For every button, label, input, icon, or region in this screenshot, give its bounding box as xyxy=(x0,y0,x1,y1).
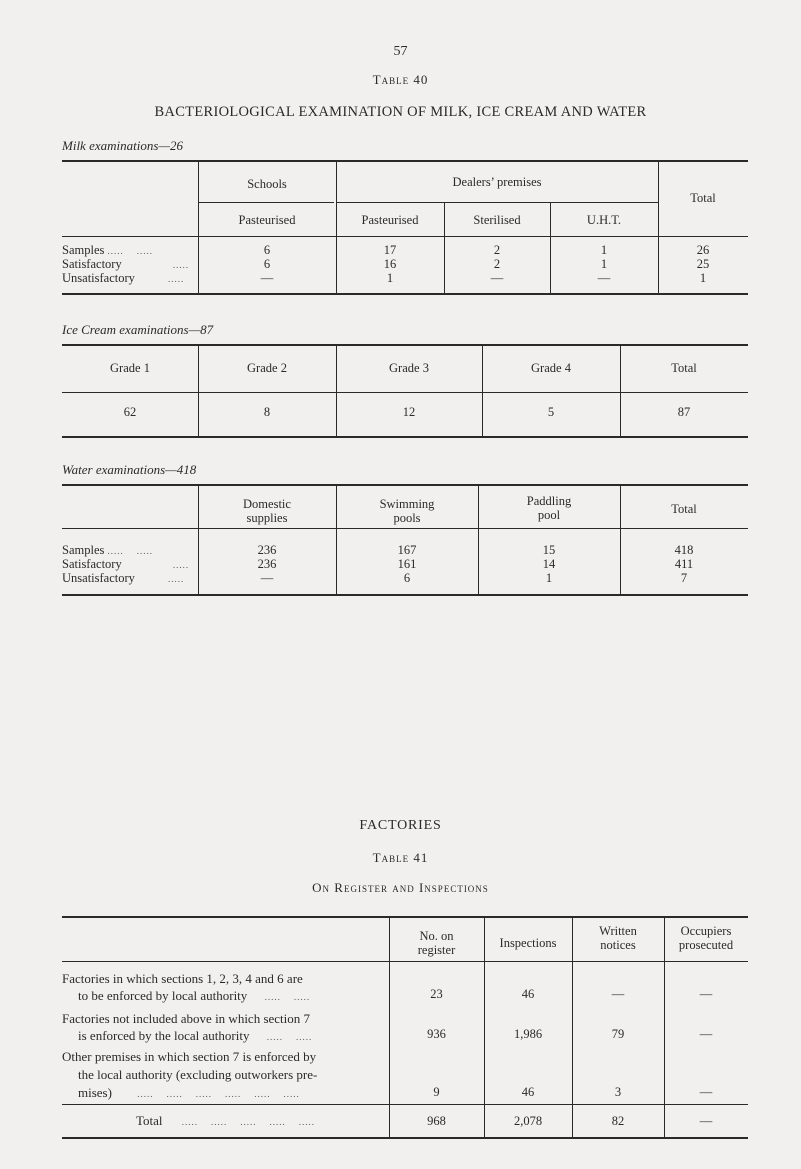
icecream-value-total: 87 xyxy=(677,405,691,419)
water-section-label: Water examinations—418 xyxy=(62,462,197,477)
table-41-caption: Table 41 xyxy=(372,850,429,865)
milk-row-label: Satisfactory ..... xyxy=(62,257,190,271)
water-row-label: Unsatisfactory ..... xyxy=(62,571,185,585)
water-cell: 236 xyxy=(257,557,277,571)
water-cell: 7 xyxy=(680,571,688,585)
factories-header-prosecuted: Occupiers prosecuted xyxy=(678,924,734,952)
water-row-label: Samples ..... ..... xyxy=(62,543,153,557)
page-number: 57 xyxy=(393,44,408,59)
icecream-header-total: Total xyxy=(671,361,697,375)
milk-cell: 2 xyxy=(493,257,501,271)
milk-row-label: Samples ..... ..... xyxy=(62,243,153,257)
milk-header-schools-pasteurised: Pasteurised xyxy=(238,213,296,227)
water-cell: — xyxy=(260,571,274,585)
factories-cell: — xyxy=(611,987,625,1001)
milk-header-total: Total xyxy=(690,191,716,205)
water-cell: 411 xyxy=(674,557,694,571)
table-40-title: BACTERIOLOGICAL EXAMINATION OF MILK, ICE CREAM AND WATER xyxy=(154,104,647,120)
milk-cell: 1 xyxy=(386,271,394,285)
factories-cell: 46 xyxy=(521,987,535,1001)
factories-row-label: Other premises in which section 7 is enforced by the local authority (excluding outworkers pre- mises) ..... ..... ..... ..... ..... ..... xyxy=(62,1049,318,1100)
factories-cell: 46 xyxy=(521,1085,535,1099)
water-cell: 161 xyxy=(397,557,417,571)
icecream-value-grade-4: 5 xyxy=(547,405,555,419)
water-header-paddling: Paddling pool xyxy=(526,494,572,522)
table-41-subtitle: On Register and Inspections xyxy=(312,880,489,895)
water-cell: 1 xyxy=(545,571,553,585)
factories-header-inspections: Inspections xyxy=(499,936,557,950)
water-cell: 15 xyxy=(542,543,556,557)
factories-cell: 3 xyxy=(614,1085,622,1099)
milk-cell: 17 xyxy=(383,243,397,257)
icecream-value-grade-2: 8 xyxy=(263,405,271,419)
milk-cell: 2 xyxy=(493,243,501,257)
water-cell: 167 xyxy=(397,543,417,557)
icecream-value-grade-1: 62 xyxy=(123,405,137,419)
icecream-value-grade-3: 12 xyxy=(402,405,416,419)
factories-cell: — xyxy=(699,987,713,1001)
water-cell: 6 xyxy=(403,571,411,585)
water-header-swimming: Swimming pools xyxy=(379,497,435,525)
factories-cell: 23 xyxy=(430,987,443,1001)
factories-header-notices: Written notices xyxy=(599,924,637,952)
factories-total-register: 968 xyxy=(427,1114,446,1128)
factories-total-label: Total ..... ..... ..... ..... ..... xyxy=(136,1113,316,1128)
milk-header-schools: Schools xyxy=(247,177,287,191)
factories-cell: — xyxy=(699,1085,713,1099)
milk-header-dealers: Dealers’ premises xyxy=(452,175,542,189)
icecream-header-grade-3: Grade 3 xyxy=(389,361,429,375)
factories-cell: 79 xyxy=(611,1027,625,1041)
factories-total-inspections: 2,078 xyxy=(513,1114,543,1128)
water-cell: 418 xyxy=(674,543,694,557)
milk-cell: 1 xyxy=(699,271,707,285)
milk-header-uht: U.H.T. xyxy=(586,213,622,227)
water-header-total: Total xyxy=(671,502,697,516)
factories-cell: 9 xyxy=(433,1085,440,1099)
factories-cell: 1,986 xyxy=(513,1027,543,1041)
factories-cell: — xyxy=(699,1027,713,1041)
milk-cell: 1 xyxy=(600,243,608,257)
milk-cell: 26 xyxy=(696,243,710,257)
water-row-label: Satisfactory ..... xyxy=(62,557,190,571)
factories-row-label: Factories not included above in which section 7 is enforced by the local authority ..... ..... xyxy=(62,1011,313,1043)
milk-section-label: Milk examinations—26 xyxy=(62,138,183,153)
milk-cell: 25 xyxy=(696,257,710,271)
milk-cell: 6 xyxy=(263,257,271,271)
icecream-header-grade-1: Grade 1 xyxy=(110,361,150,375)
factories-row-label: Factories in which sections 1, 2, 3, 4 and 6 are to be enforced by local authority ..... ..... xyxy=(62,971,311,1003)
milk-row-label: Unsatisfactory ..... xyxy=(62,271,185,285)
water-cell: 236 xyxy=(257,543,277,557)
icecream-header-grade-4: Grade 4 xyxy=(531,361,571,375)
milk-cell: — xyxy=(260,271,274,285)
table-40-caption: Table 40 xyxy=(372,72,429,87)
milk-cell: — xyxy=(597,271,611,285)
water-cell: 14 xyxy=(542,557,556,571)
icecream-header-grade-2: Grade 2 xyxy=(247,361,287,375)
milk-cell: 6 xyxy=(263,243,271,257)
factories-cell: 936 xyxy=(427,1027,446,1041)
factories-heading: FACTORIES xyxy=(359,818,442,833)
icecream-section-label: Ice Cream examinations—87 xyxy=(62,322,214,337)
milk-cell: 1 xyxy=(600,257,608,271)
milk-header-sterilised: Sterilised xyxy=(473,213,521,227)
factories-header-register: No. on register xyxy=(417,929,456,957)
water-header-domestic: Domestic supplies xyxy=(243,497,291,525)
milk-cell: 16 xyxy=(383,257,397,271)
factories-total-prosecuted: — xyxy=(699,1114,713,1128)
factories-total-notices: 82 xyxy=(611,1114,625,1128)
milk-header-dealers-pasteurised: Pasteurised xyxy=(361,213,419,227)
milk-cell: — xyxy=(490,271,504,285)
